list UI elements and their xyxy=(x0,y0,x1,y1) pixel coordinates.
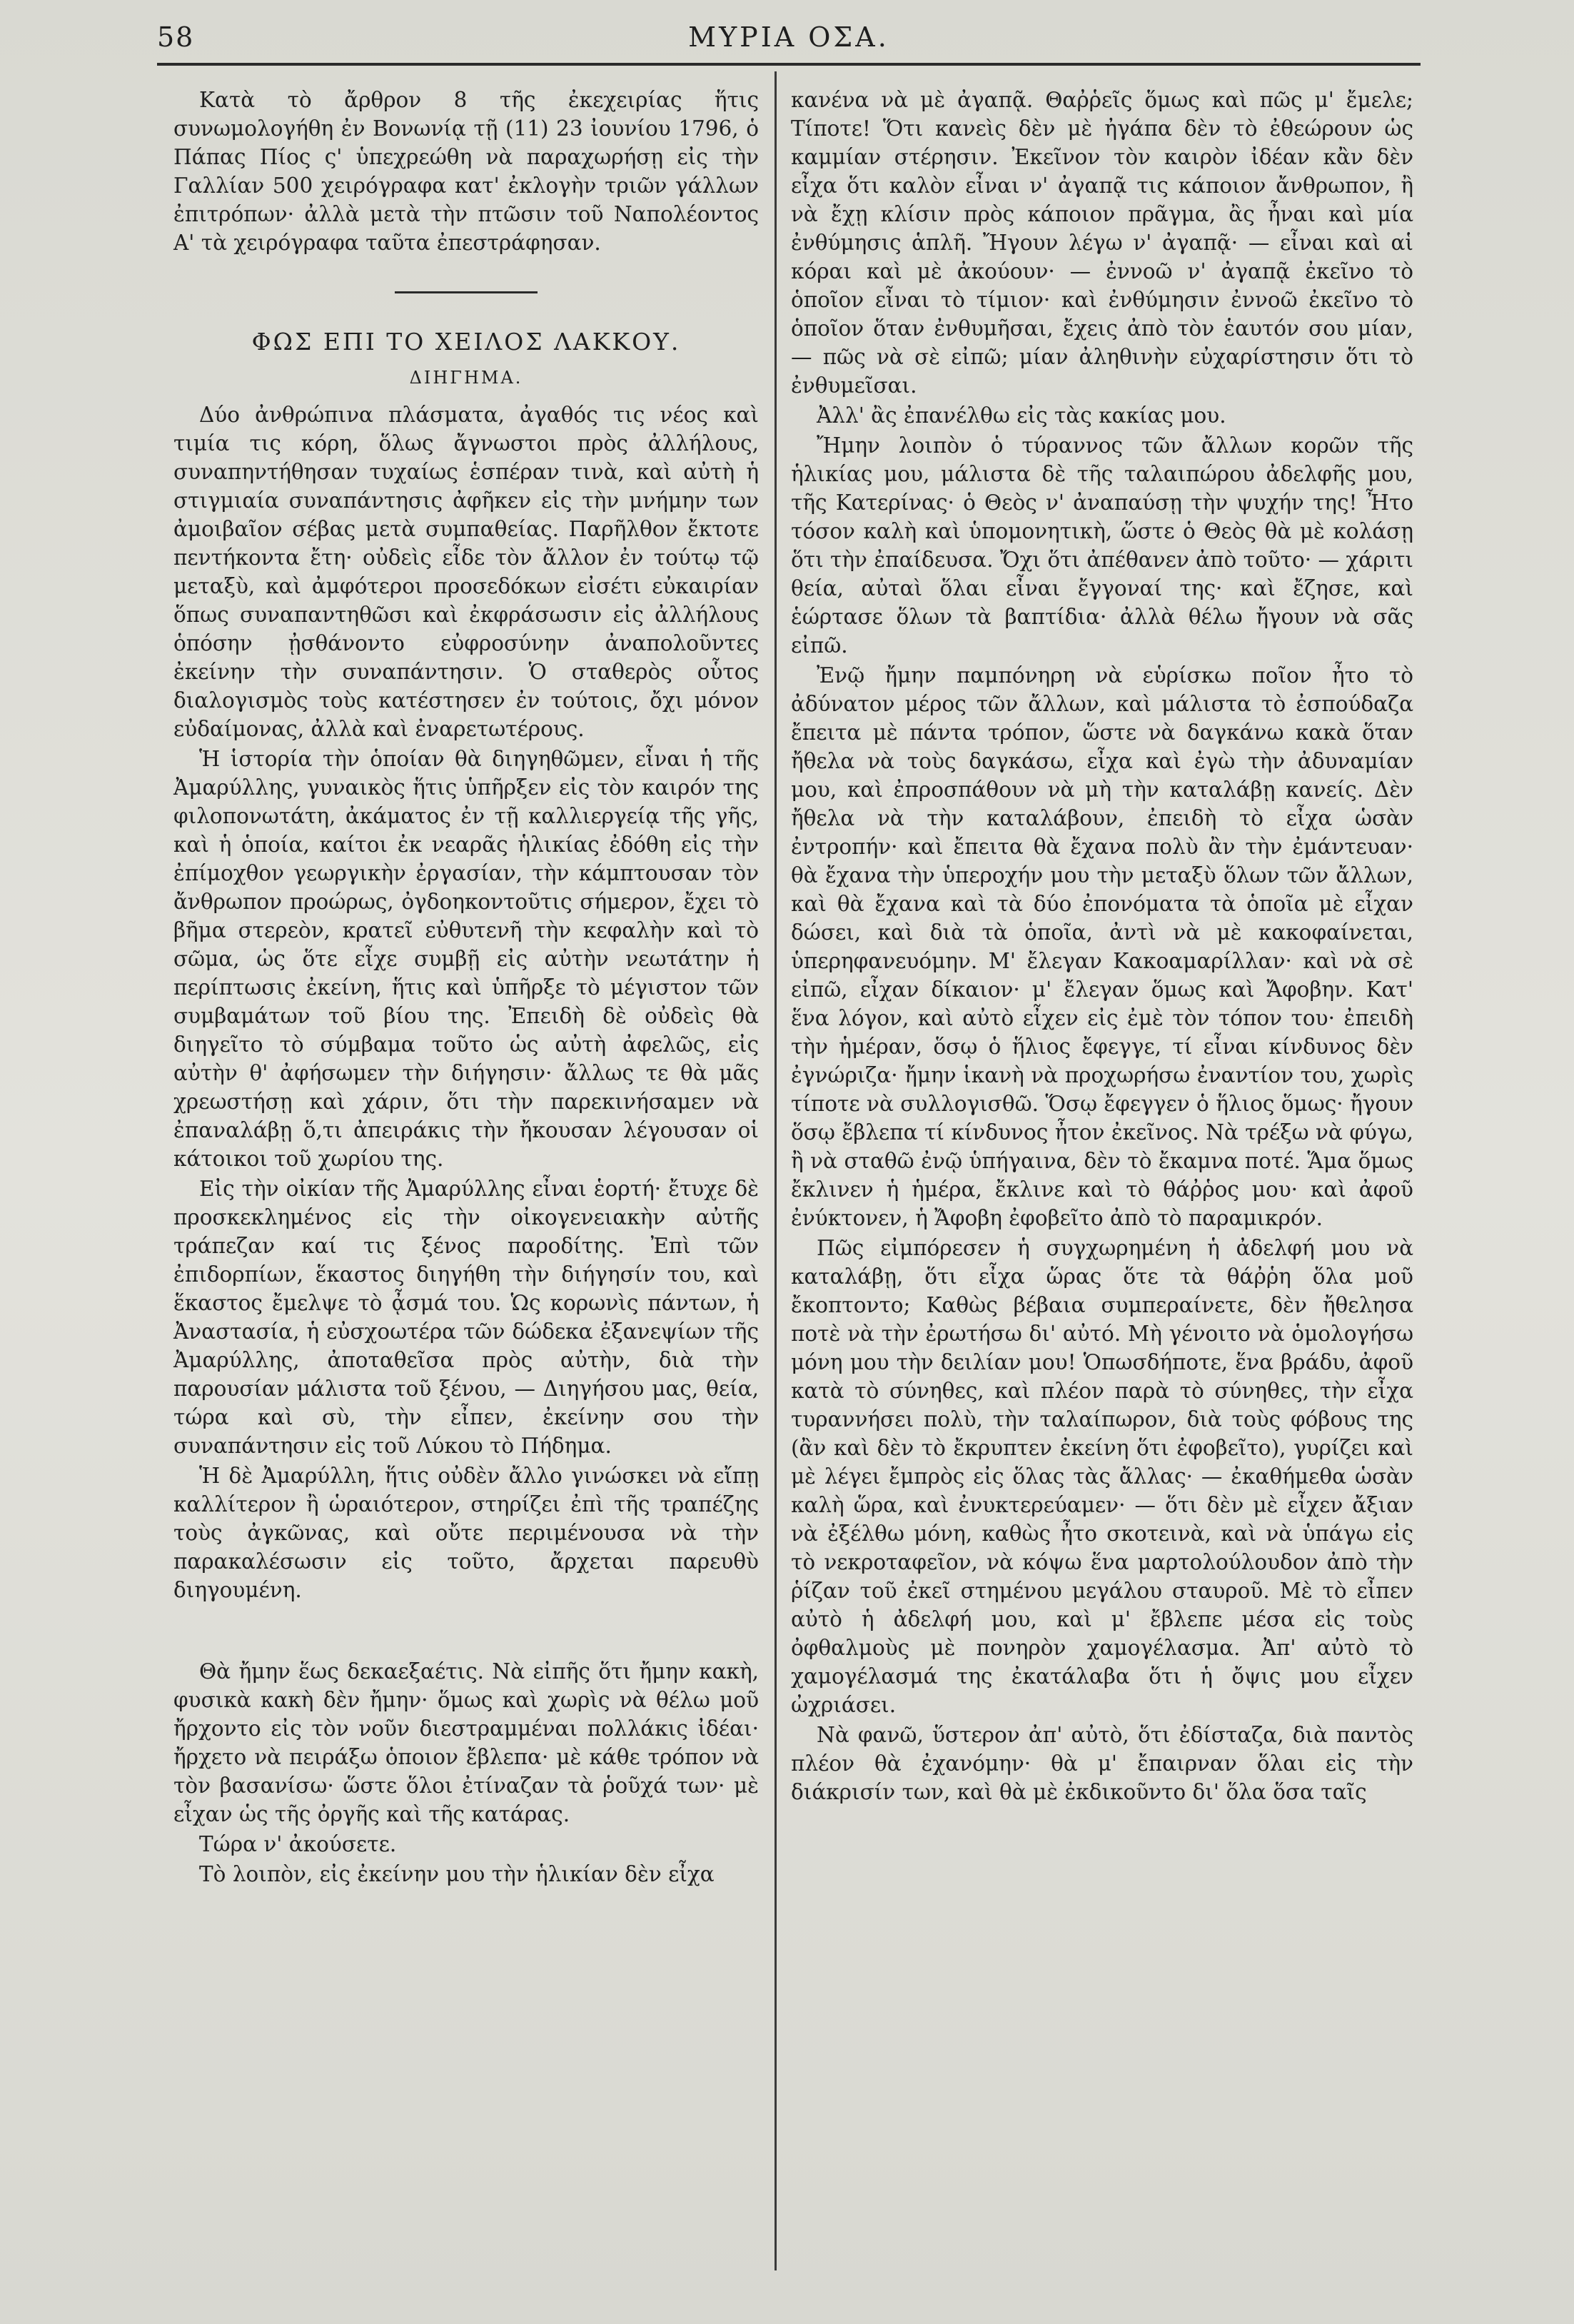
story-paragraph: Ἐνῷ ἤμην παμπόνηρη νὰ εὑρίσκω ποῖον ἦτο τὸ ἀδύνατον μέρος τῶν ἄλλων, καὶ μάλιστα τὸ ἐσπούδαζα ἔπειτα μὲ πάντα τρόπον, ὥστε νὰ δαγκάνω κακὰ ὅταν ἤθελα νὰ τοὺς δαγκάσω, εἶχα καὶ ἐγὼ τὴν ἀδυναμίαν μου, καὶ ἐπροσπάθουν νὰ μὴ τὴν καταλάβῃ κανείς. Δὲν ἤθελα νὰ τὴν καταλάβουν, ἐπειδὴ τὸ εἶχα ὡσὰν ἐντροπήν· καὶ ἔπειτα θὰ ἔχανα πολὺ ἂν τὴν ἐμάντευαν· θὰ ἔχανα τὴν ὑπεροχήν μου τὴν μεταξὺ ὅλων τῶν ἄλλων, καὶ θὰ ἔχανα καὶ τὰ δύο ἐπονόματα τὰ ὁποῖα μὲ εἶχαν δώσει, καὶ διὰ τὰ ὁποῖα, ἀντὶ νὰ μὲ κακοφαίνεται, ὑπερηφανευόμην. Μ' ἔλεγαν Κακοαμαρίλλαν· καὶ νὰ σὲ εἰπῶ, εἶχαν δίκαιον· μ' ἔλεγαν ὅμως καὶ Ἄφοβην. Κατ' ἕνα λόγον, καὶ αὐτὸ εἶχεν εἰς ἐμὲ τὸν τόπον του· ἐπειδὴ τὴν ἡμέραν, ὅσῳ ὁ ἥλιος ἔφεγγε, τί εἶναι κίνδυνος δὲν ἐγνώριζα· ἤμην ἱκανὴ νὰ προχωρήσω ἐναντίον του, χωρὶς τίποτε νὰ συλλογισθῶ. Ὅσῳ ἔφεγγεν ὁ ἥλιος ὅμως· ἤγουν ὅσῳ ἔβλεπα τί κίνδυνος ἦτον ἐκεῖνος. Νὰ τρέξω νὰ φύγω, ἢ νὰ σταθῶ ἐνῷ ὑπήγαινα, δὲν τὸ ἔκαμνα ποτέ. Ἅμα ὅμως ἔκλινεν ἡ ἡμέρα, ἔκλινε καὶ τὸ θάῤῥος μου· καὶ ἀφοῦ ἐνύκτονεν, ἡ Ἄφοβη ἐφοβεῖτο ἀπὸ τὸ παραμικρόν. xyxy=(791,663,1413,1230)
column-divider xyxy=(775,71,777,2270)
story-paragraph: Εἰς τὴν οἰκίαν τῆς Ἀμαρύλλης εἶναι ἑορτή· ἔτυχε δὲ προσκεκλημένος εἰς τὴν οἰκογενειακὴν αὐτῆς τράπεζαν καί τις ξένος παροδίτης. Ἐπὶ τῶν ἐπιδορπίων, ἕκαστος διηγήθη τὴν διήγησίν του, καὶ ἕκαστος ἔμελψε τὸ ᾆσμά του. Ὡς κορωνὶς πάντων, ἡ Ἀναστασία, ἡ εὐσχοωτέρα τῶν δώδεκα ἐξανεψίων τῆς Ἀμαρύλλης, ἀποταθεῖσα πρὸς αὐτὴν, διὰ τὴν παρουσίαν μάλιστα τοῦ ξένου, — Διηγήσου μας, θεία, τώρα καὶ σὺ, τὴν εἶπεν, ἐκείνην σου τὴν συναπάντησιν εἰς τοῦ Λύκου τὸ Πήδημα. xyxy=(173,1177,759,1458)
story-divider-rule xyxy=(395,291,538,293)
header-rule xyxy=(157,63,1421,66)
story-paragraph: Ἀλλ' ἂς ἐπανέλθω εἰς τὰς κακίας μου. xyxy=(817,403,1226,428)
story-title: ΦΩΣ ΕΠΙ ΤΟ ΧΕΙΛΟΣ ΛΑΚΚΟΥ. xyxy=(251,328,681,356)
story-subtitle: ΔΙΗΓΗΜΑ. xyxy=(409,368,523,388)
story-paragraph: Θὰ ἤμην ἕως δεκαεξαέτις. Νὰ εἰπῆς ὅτι ἤμην κακὴ, φυσικὰ κακὴ δὲν ἤμην· ὅμως καὶ χωρὶς νὰ θέλω μοῦ ἤρχοντο εἰς τὸν νοῦν διεστραμμέναι πολλάκις ἰδέαι· ἤρχετο νὰ πειράξω ὁποιον ἔβλεπα· μὲ κάθε τρόπον νὰ τὸν βασανίσω· ὥστε ὅλοι ἐτίναζαν τὰ ῥοῦχά των· μὲ εἶχαν ὡς τῆς ὀργῆς καὶ τῆς κατάρας. xyxy=(173,1659,759,1826)
story-paragraph: Ἡ δὲ Ἀμαρύλλη, ἥτις οὐδὲν ἄλλο γινώσκει νὰ εἴπῃ καλλίτερον ἢ ὡραιότερον, στηρίζει ἐπὶ τῆς τραπέζης τοὺς ἀγκῶνας, καὶ οὔτε περιμένουσα νὰ τὴν παρακαλέσωσιν εἰς τοῦτο, ἄρχεται παρευθὺ διηγουμένη. xyxy=(173,1464,759,1602)
story-paragraph: Νὰ φανῶ, ὕστερον ἀπ' αὐτὸ, ὅτι ἐδίσταζα, διὰ παντὸς πλέον θὰ ἐχανόμην· θὰ μ' ἔπαιρναν ὅλαι εἰς τὴν διάκρισίν των, καὶ θὰ μὲ ἐκδικοῦντο δι' ὅλα ὅσα ταῖς xyxy=(791,1723,1413,1804)
scene-break xyxy=(173,1606,759,1657)
intro-paragraph: Κατὰ τὸ ἄρθρον 8 τῆς ἐκεχειρίας ἥτις συνωμολογήθη ἐν Βονωνίᾳ τῇ (11) 23 ἰουνίου 1796, ὁ Πάπας Πίος ς' ὑπεχρεώθη νὰ παραχωρήσῃ εἰς τὴν Γαλλίαν 500 χειρόγραφα κατ' ἐκλογὴν τριῶν γάλλων ἐπιτρόπων· ἀλλὰ μετὰ τὴν πτῶσιν τοῦ Ναπολέοντος Α' τὰ χειρόγραφα ταῦτα ἐπεστράφησαν. xyxy=(173,88,759,255)
story-paragraph: Δύο ἀνθρώπινα πλάσματα, ἀγαθός τις νέος καὶ τιμία τις κόρη, ὅλως ἄγνωστοι πρὸς ἀλλήλους, συναπηντήθησαν τυχαίως ἑσπέραν τινὰ, καὶ αὐτὴ ἡ στιγμιαία συναπάντησις ἀφῆκεν εἰς τὴν μνήμην των ἀμοιβαῖον σέβας μετὰ συμπαθείας. Παρῆλθον ἔκτοτε πεντήκοντα ἔτη· οὐδεὶς εἶδε τὸν ἄλλον ἐν τούτῳ τῷ μεταξὺ, καὶ ἀμφότεροι προσεδόκων εἰσέτι εὐκαιρίαν ὅπως συναπαντηθῶσι καὶ ἐκφράσωσιν εἰς ἀλλήλους ὁπόσην ᾐσθάνοντο εὐφροσύνην ἀναπολοῦντες ἐκείνην τὴν συναπάντησιν. Ὁ σταθερὸς οὗτος διαλογισμὸς τοὺς κατέστησεν ἐν τούτοις, ὄχι μόνον εὐδαίμονας, ἀλλὰ καὶ ἐναρετωτέρους. xyxy=(173,403,759,741)
story-paragraph: κανένα νὰ μὲ ἀγαπᾷ. Θαῤῥεῖς ὅμως καὶ πῶς μ' ἔμελε; Τίποτε! Ὅτι κανεὶς δὲν μὲ ἠγάπα δὲν τὸ ἐθεώρουν ὡς καμμίαν στέρησιν. Ἐκεῖνον τὸν καιρὸν ἰδέαν κἂν δὲν εἶχα ὅτι καλὸν εἶναι ν' ἀγαπᾷ τις κάποιον ἄνθρωπον, ἢ νὰ ἔχῃ κλίσιν πρὸς κάποιον πρᾶγμα, ἂς ἦναι καὶ μία ἐνθύμησις ἁπλῆ. Ἤγουν λέγω ν' ἀγαπᾷ· — εἶναι καὶ αἱ κόραι καὶ μὲ ἀκούουν· — ἐννοῶ ν' ἀγαπᾷ ἐκεῖνο τὸ ὁποῖον εἶναι τὸ τίμιον· καὶ ἐνθύμησιν ἐννοῶ ἐκεῖνο τὸ ὁποῖον ὅταν ἐνθυμῆσαι, ἔχεις ἀπὸ τὸν ἑαυτόν σου μίαν, — πῶς νὰ σὲ εἰπῶ; μίαν ἀληθινὴν εὐχαρίστησιν ὅτι τὸ ἐνθυμεῖσαι. xyxy=(791,88,1413,398)
page-header xyxy=(157,13,1421,60)
story-paragraph: Τώρα ν' ἀκούσετε. xyxy=(199,1832,397,1856)
journal-title: ΜΥΡΙΑ ΟΣΑ. xyxy=(688,21,889,53)
story-paragraph: Τὸ λοιπὸν, εἰς ἐκείνην μου τὴν ἡλικίαν δὲν εἶχα xyxy=(199,1862,715,1886)
story-paragraph: Ἤμην λοιπὸν ὁ τύραννος τῶν ἄλλων κορῶν τῆς ἡλικίας μου, μάλιστα δὲ τῆς ταλαιπώρου ἀδελφῆς μου, τῆς Κατερίνας· ὁ Θεὸς ν' ἀναπαύσῃ τὴν ψυχήν της! Ἦτο τόσον καλὴ καὶ ὑπομονητικὴ, ὥστε ὁ Θεὸς θὰ μὲ κολάσῃ ὅτι τὴν ἐπαίδευσα. Ὄχι ὅτι ἀπέθανεν ἀπὸ τοῦτο· — χάριτι θεία, αὐταὶ ὅλαι εἶναι ἔγγοναί της· καὶ ἔζησε, καὶ ἑώρτασε ὅλων τὰ βαπτίδια· ἀλλὰ θέλω ἤγουν νὰ σᾶς εἰπῶ. xyxy=(791,433,1413,658)
page-number: 58 xyxy=(157,21,195,53)
story-paragraph: Ἡ ἱστορία τὴν ὁποίαν θὰ διηγηθῶμεν, εἶναι ἡ τῆς Ἀμαρύλλης, γυναικὸς ἥτις ὑπῆρξεν εἰς τὸν καιρόν της φιλοπονωτάτη, ἀκάματος ἐν τῇ καλλιεργείᾳ τῆς γῆς, καὶ ἡ ὁποία, καίτοι ἐκ νεαρᾶς ἡλικίας ἐδόθη εἰς τὴν ἐπίμοχθον γεωργικὴν ἐργασίαν, τὴν κάμπτουσαν τὸν ἄνθρωπον προώρως, ὀγδοηκοντοῦτις σήμερον, ἔχει τὸ βῆμα στερεὸν, κρατεῖ εὐθυτενῆ τὴν κεφαλὴν καὶ τὸ σῶμα, ὡς ὅτε εἶχε συμβῇ εἰς αὐτὴν νεωτάτην ἡ περίπτωσις ἐκείνη, ἥτις καὶ ὑπῆρξε τὸ μέγιστον τῶν συμβαμάτων τοῦ βίου της. Ἐπειδὴ δὲ οὐδεὶς θὰ διηγεῖτο τὸ σύμβαμα τοῦτο ὡς αὐτὴ ἀφελῶς, εἰς αὐτὴν θ' ἀφήσωμεν τὴν διήγησιν· ἄλλως τε θὰ μᾶς χρεωστήσῃ καὶ χάριν, ὅτι τὴν παρεκινήσαμεν νὰ ἐπαναλάβῃ ὅ,τι ἀπειράκις τὴν ἤκουσαν λέγουσαν οἱ κάτοικοι τοῦ χωρίου της. xyxy=(173,747,759,1171)
left-column xyxy=(173,86,759,1890)
right-column xyxy=(791,86,1413,1808)
story-paragraph: Πῶς εἰμπόρεσεν ἡ συγχωρημένη ἡ ἀδελφή μου νὰ καταλάβῃ, ὅτι εἶχα ὥρας ὅτε τὰ θάῤῥη ὅλα μοῦ ἔκοπτοντο; Καθὼς βέβαια συμπεραίνετε, δὲν ἤθελησα ποτὲ νὰ τὴν ἐρωτήσω δι' αὐτό. Μὴ γένοιτο νὰ ὁμολογήσω μόνη μου τὴν δειλίαν μου! Ὁπωσδήποτε, ἕνα βράδυ, ἀφοῦ κατὰ τὸ σύνηθες, καὶ πλέον παρὰ τὸ σύνηθες, τὴν εἶχα τυραννήσει πολὺ, τὴν ταλαίπωρον, διὰ τοὺς φόβους της (ἂν καὶ δὲν τὸ ἔκρυπτεν ἐκείνη ὅτι ἐφοβεῖτο), γυρίζει καὶ μὲ λέγει ἔμπρὸς εἰς ὅλας τὰς ἄλλας· — ἐκαθήμεθα ὡσὰν καλὴ ὥρα, καὶ ἐνυκτερεύαμεν· — ὅτι δὲν μὲ εἶχεν ἄξιαν νὰ ἐξέλθω μόνη, καθὼς ἦτο σκοτεινὰ, καὶ νὰ ὑπάγω εἰς τὸ νεκροταφεῖον, νὰ κόψω ἕνα μαρτολούλουδον ἀπὸ τὴν ῥίζαν τοῦ ἐκεῖ στημένου μεγάλου σταυροῦ. Μὲ τὸ εἶπεν αὐτὸ ἡ ἀδελφή μου, καὶ μ' ἔβλεπε μέσα εἰς τοὺς ὀφθαλμοὺς μὲ πονηρὸν χαμογέλασμα. Ἀπ' αὐτὸ τὸ χαμογέλασμά της ἐκατάλαβα ὅτι ἡ ὄψις μου εἶχεν ὠχριάσει. xyxy=(791,1236,1413,1717)
